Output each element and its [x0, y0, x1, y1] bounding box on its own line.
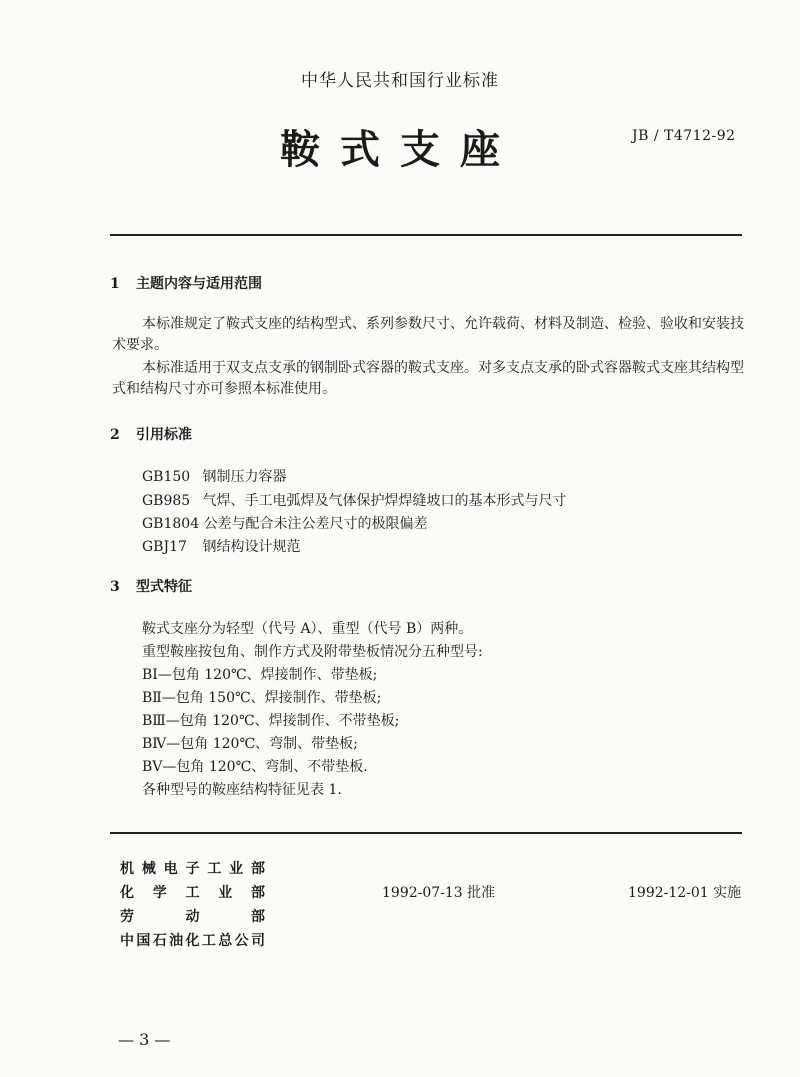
- section-1-paragraph: 本标准规定了鞍式支座的结构型式、系列参数尺寸、允许载荷、材料及制造、检验、验收和安装技术要求。: [112, 316, 744, 353]
- reference-code: GB1804: [142, 516, 200, 532]
- reference-code: GB150: [142, 469, 191, 485]
- type-line: 鞍式支座分为轻型（代号 A）、重型（代号 B）两种。: [142, 621, 473, 637]
- section-title: 型式特征: [136, 579, 192, 595]
- reference-name: 气焊、手工电弧焊及气体保护焊焊缝坡口的基本形式与尺寸: [202, 493, 567, 509]
- reference-item: [142, 466, 286, 486]
- reference-name: 钢结构设计规范: [202, 539, 301, 555]
- section-1-heading: [110, 273, 262, 293]
- approval-date: 1992-07-13 批准: [382, 885, 496, 901]
- section-3-heading: [110, 576, 192, 596]
- section-number: 1: [110, 276, 120, 292]
- reference-name: 公差与配合未注公差尺寸的极限偏差: [203, 516, 428, 532]
- type-line: 重型鞍座按包角、制作方式及附带垫板情况分五种型号:: [142, 644, 483, 660]
- reference-code: GBJ17: [142, 539, 187, 555]
- type-line: 各种型号的鞍座结构特征见表 1.: [142, 782, 342, 798]
- reference-item: [142, 513, 428, 533]
- implementation-date: 1992-12-01 实施: [628, 885, 742, 901]
- type-line: BⅤ—包角 120℃、弯制、不带垫板.: [142, 759, 368, 775]
- standard-category: 中华人民共和国行业标准: [301, 71, 499, 91]
- page-number: — 3 —: [118, 1030, 171, 1049]
- reference-item: [142, 536, 300, 556]
- section-number: 2: [110, 427, 120, 443]
- issuer-name: 劳动部: [120, 909, 265, 925]
- issuer-name: 化学工业部: [120, 885, 265, 901]
- type-line: BⅠ—包角 120℃、焊接制作、带垫板;: [142, 667, 378, 683]
- header-rule: [110, 234, 742, 236]
- section-1-paragraph: 本标准适用于双支点支承的钢制卧式容器的鞍式支座。对多支点支承的卧式容器鞍式支座其结构型式和结构尺寸亦可参照本标准使用。: [112, 360, 744, 397]
- section-title: 引用标准: [136, 427, 192, 443]
- page-title: 鞍式支座: [280, 126, 520, 173]
- issuer-name: 机械电子工业部: [120, 861, 265, 877]
- type-line: BⅡ—包角 150℃、焊接制作、带垫板;: [142, 690, 382, 706]
- section-2-heading: [110, 424, 192, 444]
- footer-rule: [110, 832, 742, 834]
- type-line: BⅣ—包角 120℃、弯制、带垫板;: [142, 736, 358, 752]
- issuer-name: 中国石油化工总公司: [120, 933, 265, 949]
- type-line: BⅢ—包角 120℃、焊接制作、不带垫板;: [142, 713, 400, 729]
- standard-number: JB / T4712-92: [632, 128, 736, 144]
- reference-code: GB985: [142, 493, 191, 509]
- reference-item: [142, 490, 566, 510]
- section-number: 3: [110, 579, 120, 595]
- section-title: 主题内容与适用范围: [136, 276, 262, 292]
- reference-name: 钢制压力容器: [202, 469, 287, 485]
